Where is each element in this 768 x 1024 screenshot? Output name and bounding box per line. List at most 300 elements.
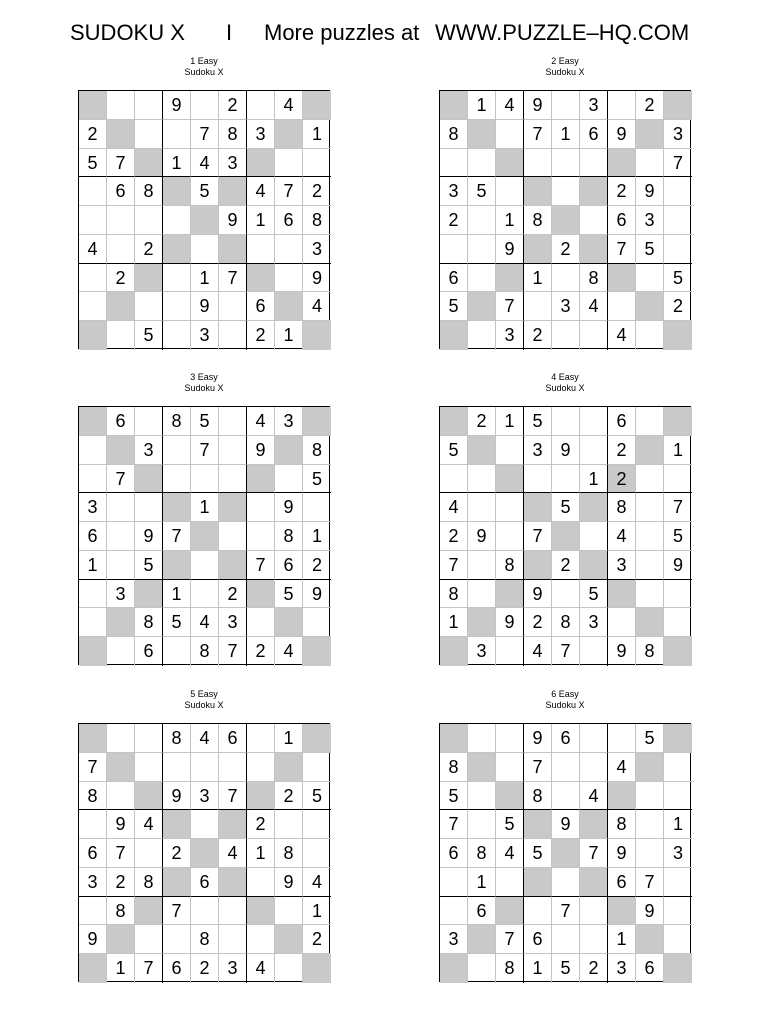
sudoku-cell[interactable] — [247, 608, 275, 637]
sudoku-cell[interactable] — [275, 954, 303, 983]
sudoku-cell[interactable] — [191, 465, 219, 494]
sudoku-cell[interactable] — [191, 206, 219, 235]
sudoku-cell[interactable] — [247, 782, 275, 811]
sudoku-cell[interactable] — [496, 897, 524, 926]
sudoku-cell[interactable] — [79, 407, 107, 436]
sudoku-cell[interactable] — [247, 580, 275, 609]
sudoku-cell: 6 — [163, 954, 191, 983]
sudoku-cell[interactable] — [580, 753, 608, 782]
sudoku-cell[interactable] — [580, 235, 608, 264]
sudoku-cell[interactable] — [552, 321, 580, 350]
sudoku-cell[interactable] — [440, 321, 468, 350]
sudoku-cell: 1 — [496, 407, 524, 436]
sudoku-cell[interactable] — [107, 206, 135, 235]
sudoku-cell[interactable] — [496, 177, 524, 206]
sudoku-cell[interactable] — [468, 321, 496, 350]
sudoku-cell[interactable] — [275, 120, 303, 149]
sudoku-cell[interactable] — [191, 753, 219, 782]
sudoku-cell: 6 — [440, 264, 468, 293]
sudoku-cell[interactable] — [275, 235, 303, 264]
sudoku-cell[interactable] — [107, 522, 135, 551]
sudoku-cell[interactable] — [580, 724, 608, 753]
sudoku-cell[interactable] — [636, 753, 664, 782]
sudoku-cell[interactable] — [135, 465, 163, 494]
sudoku-cell[interactable] — [247, 91, 275, 120]
sudoku-cell[interactable] — [664, 925, 692, 954]
sudoku-cell[interactable] — [440, 235, 468, 264]
sudoku-cell: 1 — [580, 465, 608, 494]
sudoku-cell[interactable] — [468, 292, 496, 321]
sudoku-cell[interactable] — [219, 235, 247, 264]
sudoku-cell[interactable] — [275, 292, 303, 321]
sudoku-cell[interactable] — [552, 753, 580, 782]
sudoku-cell[interactable] — [552, 91, 580, 120]
sudoku-cell: 5 — [580, 580, 608, 609]
sudoku-cell[interactable] — [468, 493, 496, 522]
sudoku-cell[interactable] — [440, 149, 468, 178]
sudoku-cell[interactable] — [79, 91, 107, 120]
sudoku-cell[interactable] — [107, 493, 135, 522]
sudoku-cell[interactable] — [468, 264, 496, 293]
sudoku-cell[interactable] — [468, 810, 496, 839]
sudoku-cell[interactable] — [608, 724, 636, 753]
sudoku-cell[interactable] — [275, 436, 303, 465]
sudoku-cell[interactable] — [664, 321, 692, 350]
sudoku-cell[interactable] — [163, 292, 191, 321]
sudoku-cell[interactable] — [79, 321, 107, 350]
sudoku-cell[interactable] — [135, 839, 163, 868]
sudoku-cell[interactable] — [191, 810, 219, 839]
sudoku-cell[interactable] — [468, 782, 496, 811]
sudoku-cell[interactable] — [664, 177, 692, 206]
sudoku-cell[interactable] — [664, 206, 692, 235]
sudoku-cell[interactable] — [219, 177, 247, 206]
sudoku-cell[interactable] — [163, 868, 191, 897]
sudoku-cell[interactable] — [608, 91, 636, 120]
sudoku-cell[interactable] — [468, 925, 496, 954]
sudoku-cell: 9 — [608, 637, 636, 666]
sudoku-cell[interactable] — [636, 321, 664, 350]
sudoku-cell: 6 — [580, 120, 608, 149]
sudoku-cell[interactable] — [135, 897, 163, 926]
sudoku-cell[interactable] — [219, 810, 247, 839]
sudoku-cell[interactable] — [219, 868, 247, 897]
header-site-link[interactable]: WWW.PUZZLE–HQ.COM — [435, 20, 690, 45]
sudoku-cell: 1 — [552, 120, 580, 149]
puzzle-caption — [439, 689, 691, 711]
sudoku-cell[interactable] — [636, 264, 664, 293]
sudoku-cell[interactable] — [135, 292, 163, 321]
sudoku-cell: 2 — [664, 292, 692, 321]
sudoku-cell[interactable] — [636, 925, 664, 954]
sudoku-cell[interactable] — [636, 465, 664, 494]
sudoku-cell: 9 — [524, 580, 552, 609]
sudoku-cell[interactable] — [636, 407, 664, 436]
sudoku-cell[interactable] — [580, 637, 608, 666]
sudoku-cell[interactable] — [552, 782, 580, 811]
sudoku-cell: 6 — [135, 637, 163, 666]
sudoku-cell[interactable] — [275, 465, 303, 494]
sudoku-cell[interactable] — [440, 897, 468, 926]
sudoku-cell[interactable] — [496, 782, 524, 811]
sudoku-cell[interactable] — [247, 522, 275, 551]
sudoku-cell[interactable] — [608, 897, 636, 926]
sudoku-cell[interactable] — [608, 264, 636, 293]
sudoku-cell[interactable] — [552, 580, 580, 609]
sudoku-cell[interactable] — [135, 120, 163, 149]
sudoku-cell[interactable] — [580, 177, 608, 206]
sudoku-cell[interactable] — [163, 120, 191, 149]
sudoku-cell[interactable] — [219, 321, 247, 350]
sudoku-cell[interactable] — [468, 608, 496, 637]
sudoku-cell: 9 — [636, 897, 664, 926]
sudoku-cell[interactable] — [247, 493, 275, 522]
header-separator: I — [226, 20, 233, 45]
sudoku-cell[interactable] — [163, 810, 191, 839]
sudoku-cell: 9 — [135, 522, 163, 551]
sudoku-cell[interactable] — [496, 149, 524, 178]
sudoku-cell[interactable] — [440, 724, 468, 753]
sudoku-cell[interactable] — [107, 608, 135, 637]
sudoku-cell[interactable] — [303, 753, 331, 782]
sudoku-cell[interactable] — [303, 91, 331, 120]
sudoku-cell[interactable] — [664, 580, 692, 609]
sudoku-cell[interactable] — [303, 954, 331, 983]
sudoku-cell[interactable] — [552, 868, 580, 897]
sudoku-cell[interactable] — [468, 954, 496, 983]
sudoku-cell: 2 — [552, 235, 580, 264]
sudoku-cell[interactable] — [468, 436, 496, 465]
sudoku-cell[interactable] — [107, 637, 135, 666]
sudoku-cell[interactable] — [552, 264, 580, 293]
sudoku-cell[interactable] — [440, 637, 468, 666]
sudoku-cell[interactable] — [163, 493, 191, 522]
sudoku-cell[interactable] — [135, 580, 163, 609]
sudoku-cell[interactable] — [79, 206, 107, 235]
sudoku-cell[interactable] — [524, 493, 552, 522]
sudoku-cell[interactable] — [636, 120, 664, 149]
sudoku-cell: 1 — [247, 206, 275, 235]
sudoku-cell[interactable] — [163, 264, 191, 293]
sudoku-cell: 2 — [191, 954, 219, 983]
sudoku-cell[interactable] — [219, 493, 247, 522]
sudoku-cell[interactable] — [191, 522, 219, 551]
sudoku-cell[interactable] — [135, 91, 163, 120]
sudoku-cell[interactable] — [636, 551, 664, 580]
sudoku-cell[interactable] — [552, 177, 580, 206]
sudoku-cell[interactable] — [219, 465, 247, 494]
sudoku-cell[interactable] — [608, 292, 636, 321]
sudoku-cell: 7 — [524, 753, 552, 782]
sudoku-cell[interactable] — [303, 810, 331, 839]
sudoku-cell[interactable] — [163, 235, 191, 264]
sudoku-cell[interactable] — [496, 493, 524, 522]
sudoku-cell: 1 — [664, 436, 692, 465]
sudoku-cell[interactable] — [163, 637, 191, 666]
sudoku-cell[interactable] — [303, 637, 331, 666]
sudoku-cell[interactable] — [219, 551, 247, 580]
sudoku-cell[interactable] — [163, 753, 191, 782]
sudoku-cell[interactable] — [496, 522, 524, 551]
sudoku-cell[interactable] — [468, 753, 496, 782]
sudoku-cell[interactable] — [191, 91, 219, 120]
sudoku-cell[interactable] — [135, 753, 163, 782]
sudoku-cell: 3 — [107, 580, 135, 609]
sudoku-cell[interactable] — [303, 407, 331, 436]
sudoku-cell[interactable] — [440, 868, 468, 897]
sudoku-cell[interactable] — [608, 608, 636, 637]
sudoku-cell[interactable] — [191, 580, 219, 609]
sudoku-cell[interactable] — [636, 839, 664, 868]
sudoku-cell[interactable] — [219, 897, 247, 926]
sudoku-cell[interactable] — [664, 897, 692, 926]
sudoku-cell[interactable] — [636, 810, 664, 839]
sudoku-cell[interactable] — [664, 465, 692, 494]
sudoku-cell: 7 — [219, 782, 247, 811]
sudoku-cell[interactable] — [79, 292, 107, 321]
sudoku-cell: 8 — [79, 782, 107, 811]
sudoku-cell: 7 — [247, 551, 275, 580]
sudoku-cell[interactable] — [468, 724, 496, 753]
sudoku-cell[interactable] — [79, 436, 107, 465]
sudoku-cell[interactable] — [580, 897, 608, 926]
sudoku-cell[interactable] — [552, 149, 580, 178]
sudoku-cell: 6 — [440, 839, 468, 868]
sudoku-cell[interactable] — [191, 897, 219, 926]
sudoku-cell[interactable] — [580, 810, 608, 839]
sudoku-cell[interactable] — [664, 782, 692, 811]
sudoku-cell[interactable] — [552, 465, 580, 494]
sudoku-cell: 1 — [247, 839, 275, 868]
sudoku-cell[interactable] — [107, 321, 135, 350]
sudoku-cell[interactable] — [468, 580, 496, 609]
sudoku-cell[interactable] — [664, 868, 692, 897]
sudoku-cell[interactable] — [135, 925, 163, 954]
sudoku-cell[interactable] — [440, 954, 468, 983]
sudoku-cell[interactable] — [219, 925, 247, 954]
sudoku-cell[interactable] — [107, 235, 135, 264]
sudoku-cell[interactable] — [468, 206, 496, 235]
sudoku-cell: 4 — [135, 810, 163, 839]
sudoku-cell[interactable] — [552, 925, 580, 954]
sudoku-cell: 5 — [524, 407, 552, 436]
sudoku-cell[interactable] — [303, 608, 331, 637]
sudoku-cell[interactable] — [107, 782, 135, 811]
sudoku-cell[interactable] — [79, 810, 107, 839]
sudoku-cell[interactable] — [664, 724, 692, 753]
sudoku-cell[interactable] — [163, 206, 191, 235]
sudoku-cell[interactable] — [247, 149, 275, 178]
sudoku-cell[interactable] — [163, 436, 191, 465]
sudoku-cell[interactable] — [107, 724, 135, 753]
sudoku-cell[interactable] — [247, 724, 275, 753]
sudoku-cell[interactable] — [135, 782, 163, 811]
sudoku-cell[interactable] — [303, 493, 331, 522]
sudoku-cell[interactable] — [275, 608, 303, 637]
sudoku-cell[interactable] — [247, 868, 275, 897]
sudoku-cell: 7 — [440, 810, 468, 839]
sudoku-cell[interactable] — [247, 897, 275, 926]
sudoku-cell[interactable] — [219, 753, 247, 782]
sudoku-cell[interactable] — [219, 407, 247, 436]
sudoku-cell: 7 — [135, 954, 163, 983]
sudoku-cell: 8 — [275, 522, 303, 551]
sudoku-cell[interactable] — [135, 493, 163, 522]
sudoku-cell[interactable] — [580, 407, 608, 436]
sudoku-cell[interactable] — [107, 551, 135, 580]
sudoku-cell[interactable] — [580, 149, 608, 178]
sudoku-cell[interactable] — [580, 868, 608, 897]
sudoku-cell[interactable] — [636, 149, 664, 178]
sudoku-cell[interactable] — [664, 954, 692, 983]
sudoku-cell[interactable] — [135, 264, 163, 293]
sudoku-cell[interactable] — [163, 465, 191, 494]
sudoku-cell[interactable] — [664, 235, 692, 264]
sudoku-cell[interactable] — [79, 724, 107, 753]
sudoku-cell[interactable] — [107, 91, 135, 120]
sudoku-cell[interactable] — [552, 206, 580, 235]
sudoku-cell[interactable] — [79, 177, 107, 206]
sudoku-cell[interactable] — [303, 149, 331, 178]
sudoku-cell[interactable] — [524, 897, 552, 926]
sudoku-cell[interactable] — [275, 264, 303, 293]
sudoku-cell[interactable] — [163, 551, 191, 580]
sudoku-cell[interactable] — [163, 925, 191, 954]
sudoku-cell[interactable] — [496, 724, 524, 753]
sudoku-cell[interactable] — [247, 465, 275, 494]
sudoku-cell[interactable] — [107, 120, 135, 149]
sudoku-cell[interactable] — [496, 868, 524, 897]
sudoku-cell[interactable] — [191, 551, 219, 580]
sudoku-cell[interactable] — [496, 264, 524, 293]
sudoku-cell[interactable] — [191, 235, 219, 264]
sudoku-cell[interactable] — [636, 608, 664, 637]
sudoku-cell[interactable] — [79, 465, 107, 494]
sudoku-cell[interactable] — [440, 407, 468, 436]
sudoku-cell[interactable] — [79, 637, 107, 666]
sudoku-cell[interactable] — [107, 436, 135, 465]
sudoku-cell[interactable] — [608, 580, 636, 609]
sudoku-cell: 7 — [275, 177, 303, 206]
sudoku-cell[interactable] — [440, 465, 468, 494]
sudoku-cell[interactable] — [580, 522, 608, 551]
sudoku-cell[interactable] — [580, 206, 608, 235]
sudoku-cell[interactable] — [135, 407, 163, 436]
sudoku-cell[interactable] — [275, 810, 303, 839]
sudoku-cell[interactable] — [79, 897, 107, 926]
sudoku-cell[interactable] — [468, 149, 496, 178]
sudoku-cell[interactable] — [580, 551, 608, 580]
sudoku-cell[interactable] — [79, 264, 107, 293]
sudoku-cell[interactable] — [524, 551, 552, 580]
sudoku-cell[interactable] — [107, 925, 135, 954]
sudoku-cell[interactable] — [580, 436, 608, 465]
sudoku-cell[interactable] — [524, 868, 552, 897]
sudoku-cell[interactable] — [275, 753, 303, 782]
sudoku-cell[interactable] — [107, 292, 135, 321]
sudoku-cell: 7 — [496, 925, 524, 954]
sudoku-cell[interactable] — [468, 551, 496, 580]
sudoku-cell[interactable] — [79, 954, 107, 983]
sudoku-cell[interactable] — [468, 120, 496, 149]
sudoku-cell[interactable] — [303, 724, 331, 753]
sudoku-cell[interactable] — [552, 407, 580, 436]
sudoku-cell[interactable] — [524, 465, 552, 494]
sudoku-cell[interactable] — [247, 264, 275, 293]
sudoku-cell[interactable] — [135, 724, 163, 753]
sudoku-cell: 3 — [191, 321, 219, 350]
sudoku-cell[interactable] — [524, 235, 552, 264]
sudoku-cell[interactable] — [664, 608, 692, 637]
sudoku-cell[interactable] — [468, 235, 496, 264]
sudoku-cell[interactable] — [664, 407, 692, 436]
sudoku-cell: 4 — [275, 91, 303, 120]
sudoku-cell[interactable] — [580, 493, 608, 522]
sudoku-cell[interactable] — [496, 753, 524, 782]
sudoku-cell[interactable] — [219, 522, 247, 551]
sudoku-cell[interactable] — [636, 522, 664, 551]
sudoku-cell[interactable] — [219, 292, 247, 321]
sudoku-cell[interactable] — [496, 436, 524, 465]
sudoku-cell[interactable] — [524, 149, 552, 178]
sudoku-cell[interactable] — [580, 321, 608, 350]
sudoku-cell[interactable] — [664, 91, 692, 120]
sudoku-cell[interactable] — [219, 436, 247, 465]
sudoku-cell[interactable] — [163, 321, 191, 350]
sudoku-cell[interactable] — [664, 637, 692, 666]
sudoku-cell: 8 — [135, 868, 163, 897]
sudoku-cell[interactable] — [468, 465, 496, 494]
sudoku-cell[interactable] — [636, 292, 664, 321]
sudoku-cell[interactable] — [275, 149, 303, 178]
sudoku-cell[interactable] — [608, 782, 636, 811]
sudoku-cell[interactable] — [636, 782, 664, 811]
sudoku-cell[interactable] — [552, 839, 580, 868]
sudoku-cell[interactable] — [524, 810, 552, 839]
sudoku-cell[interactable] — [440, 91, 468, 120]
sudoku-cell: 4 — [303, 868, 331, 897]
sudoku-cell[interactable] — [636, 493, 664, 522]
sudoku-cell[interactable] — [135, 206, 163, 235]
sudoku-cell[interactable] — [496, 465, 524, 494]
sudoku-cell[interactable] — [496, 120, 524, 149]
sudoku-cell[interactable] — [135, 149, 163, 178]
sudoku-cell[interactable] — [496, 580, 524, 609]
sudoku-cell[interactable] — [303, 321, 331, 350]
sudoku-cell[interactable] — [275, 925, 303, 954]
sudoku-cell[interactable] — [303, 839, 331, 868]
sudoku-cell[interactable] — [496, 637, 524, 666]
sudoku-cell[interactable] — [524, 177, 552, 206]
sudoku-cell[interactable] — [636, 580, 664, 609]
sudoku-cell: 5 — [79, 149, 107, 178]
sudoku-cell[interactable] — [79, 580, 107, 609]
sudoku-cell[interactable] — [247, 925, 275, 954]
sudoku-cell[interactable] — [552, 522, 580, 551]
sudoku-cell[interactable] — [664, 753, 692, 782]
sudoku-cell[interactable] — [79, 608, 107, 637]
sudoku-cell[interactable] — [191, 839, 219, 868]
sudoku-cell[interactable] — [247, 753, 275, 782]
sudoku-cell[interactable] — [524, 292, 552, 321]
sudoku-cell[interactable] — [163, 177, 191, 206]
sudoku-cell[interactable] — [608, 149, 636, 178]
sudoku-cell[interactable] — [247, 235, 275, 264]
sudoku-cell[interactable] — [580, 925, 608, 954]
sudoku-cell[interactable] — [636, 436, 664, 465]
sudoku-cell[interactable] — [275, 897, 303, 926]
sudoku-cell[interactable] — [107, 753, 135, 782]
